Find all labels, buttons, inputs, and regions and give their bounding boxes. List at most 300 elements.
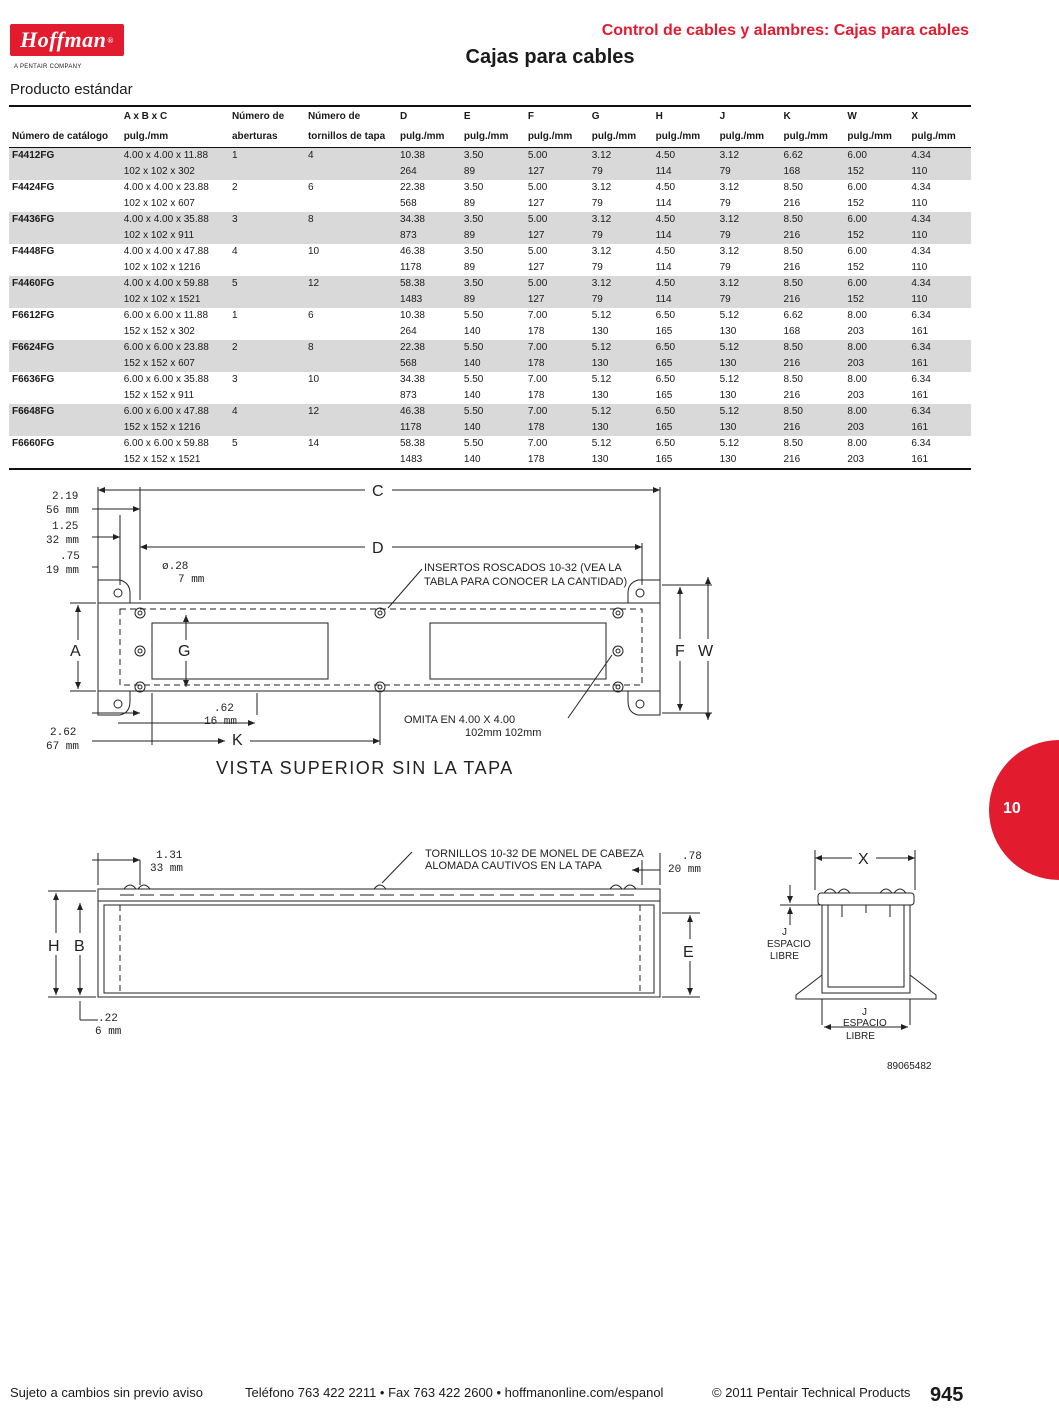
cell-h-line: 165 — [655, 326, 673, 337]
footer-copyright: © 2011 Pentair Technical Products — [712, 1385, 911, 1400]
cell-k — [781, 212, 845, 244]
cell-e-line: 3.50 — [463, 246, 484, 257]
cell-e-line: 5.50 — [463, 310, 484, 321]
cell-f — [525, 372, 589, 404]
product-subtitle: Producto estándar — [10, 81, 133, 98]
cell-h-line: 4.50 — [655, 246, 676, 257]
footer-note: Sujeto a cambios sin previo aviso — [10, 1385, 203, 1400]
cell-e — [461, 340, 525, 372]
cell-x — [908, 372, 971, 404]
technical-drawings — [0, 465, 1059, 1085]
cell-w-line: 203 — [847, 422, 865, 433]
cell-w-line: 6.00 — [847, 278, 867, 289]
cell-h-line: 165 — [655, 390, 673, 401]
col-header-top: G — [591, 111, 600, 122]
cell-d-line: 873 — [399, 390, 417, 401]
cell-k-line: 216 — [783, 198, 801, 209]
dim-g-label: G — [178, 643, 191, 660]
cell-e — [461, 276, 525, 308]
cell-tor: 8 — [305, 340, 397, 372]
cell-k — [781, 180, 845, 212]
cell-g-line: 130 — [591, 358, 609, 369]
cell-abc-line: 4.00 x 4.00 x 11.88 — [123, 150, 209, 161]
cell-abc — [121, 180, 229, 212]
cell-k-line: 6.62 — [783, 310, 803, 321]
table-row — [9, 244, 971, 276]
cell-f-line: 178 — [527, 454, 545, 465]
cell-e-line: 140 — [463, 358, 481, 369]
dim-c-label: C — [372, 483, 384, 500]
chapter-number: 10 — [1003, 800, 1021, 817]
cell-abc-line: 4.00 x 4.00 x 23.88 — [123, 182, 209, 193]
cell-j-line: 130 — [719, 358, 737, 369]
cell-w — [844, 404, 908, 436]
cell-j-line: 3.12 — [719, 182, 740, 193]
cell-h-line: 114 — [655, 262, 672, 273]
cell-e-line: 89 — [463, 230, 476, 241]
cell-x — [908, 244, 971, 276]
cell-abc-line: 102 x 102 x 302 — [123, 166, 195, 177]
cell-j-line: 130 — [719, 326, 737, 337]
cell-h — [653, 276, 717, 308]
cell-d-line: 10.38 — [399, 150, 425, 161]
cell-g-line: 5.12 — [591, 406, 612, 417]
cell-f-line: 5.00 — [527, 278, 548, 289]
col-header-top: H — [655, 111, 663, 122]
cell-tor: 14 — [307, 438, 320, 449]
col-header-top — [9, 106, 121, 127]
cell-k-line: 8.50 — [783, 246, 803, 257]
cell-d — [397, 212, 461, 244]
cell-w — [844, 308, 908, 340]
col-header-top: X — [911, 111, 919, 122]
cell-e-line: 5.50 — [463, 342, 484, 353]
cell-abc-line: 6.00 x 6.00 x 23.88 — [123, 342, 209, 353]
cell-w — [844, 180, 908, 212]
cell-g-line: 3.12 — [591, 182, 612, 193]
col-header-bottom: pulg./mm — [653, 127, 717, 148]
cell-w — [844, 244, 908, 276]
catalog-number: F6648FG — [9, 404, 121, 436]
cell-g-line: 3.12 — [591, 278, 612, 289]
col-header-bottom: pulg./mm — [461, 127, 525, 148]
cell-h-line: 165 — [655, 422, 673, 433]
footer-contact: Teléfono 763 422 2211 • Fax 763 422 2600 • hoffmanonline.com/espanol — [245, 1385, 664, 1400]
cell-d — [397, 372, 461, 404]
libre-label-2: LIBRE — [846, 1031, 875, 1042]
cell-j-line: 130 — [719, 422, 737, 433]
cell-d-line: 873 — [399, 230, 417, 241]
cell-abc-line: 102 x 102 x 1521 — [123, 294, 201, 305]
cell-x-line: 6.34 — [911, 374, 931, 385]
cell-abc — [121, 148, 229, 181]
dim-0-78-mm: 20 mm — [668, 864, 702, 876]
cell-j-line: 3.12 — [719, 150, 740, 161]
cell-e-line: 3.50 — [463, 150, 484, 161]
cell-k-line: 8.50 — [783, 438, 803, 449]
cell-abc-line: 102 x 102 x 607 — [123, 198, 195, 209]
cell-x — [908, 404, 971, 436]
cell-e-line: 3.50 — [463, 278, 484, 289]
cell-f-line: 127 — [527, 294, 545, 305]
dim-1-31: 1.31 — [156, 850, 183, 862]
cell-x-line: 110 — [911, 198, 928, 209]
cell-w-line: 152 — [847, 262, 865, 273]
cell-g — [589, 148, 653, 181]
cell-k — [781, 148, 845, 181]
cell-g-line: 79 — [591, 294, 603, 305]
cell-x-line: 161 — [911, 358, 929, 369]
cell-ab: 2 — [231, 182, 238, 193]
dim-w-label: W — [698, 643, 714, 660]
catalog-number: F6660FG — [12, 438, 55, 449]
cell-g-line: 130 — [591, 454, 609, 465]
col-header-bottom: pulg./mm — [781, 127, 845, 148]
cell-h-line: 4.50 — [655, 214, 676, 225]
cell-tor: 12 — [305, 276, 397, 308]
cell-g-line: 3.12 — [591, 214, 612, 225]
cell-g-line: 130 — [591, 390, 609, 401]
dim-1-25-mm: 32 mm — [46, 535, 80, 547]
dim-0-62: .62 — [214, 703, 234, 715]
cell-k-line: 8.50 — [783, 214, 803, 225]
cell-h-line: 165 — [655, 454, 673, 465]
cell-d-line: 22.38 — [399, 182, 425, 193]
cell-j-line: 3.12 — [719, 214, 740, 225]
cell-f-line: 5.00 — [527, 246, 548, 257]
dim-f-label: F — [675, 643, 685, 660]
cell-x-line: 4.34 — [911, 214, 931, 225]
cell-g-line: 79 — [591, 198, 603, 209]
cell-x — [908, 212, 971, 244]
side-view-labels — [48, 848, 702, 1038]
cell-d — [397, 404, 461, 436]
cell-k-line: 216 — [783, 358, 801, 369]
cell-w — [844, 340, 908, 372]
cell-e-line: 5.50 — [463, 374, 484, 385]
cell-g — [589, 308, 653, 340]
cell-g-line: 130 — [591, 326, 609, 337]
cell-w — [844, 148, 908, 181]
screws-note-line2: ALOMADA CAUTIVOS EN LA TAPA — [425, 860, 602, 872]
cell-k — [781, 276, 845, 308]
cell-h-line: 6.50 — [655, 438, 676, 449]
cell-j — [717, 148, 781, 181]
cell-k-line: 216 — [783, 422, 801, 433]
cell-j-line: 79 — [719, 262, 731, 273]
cell-abc-line: 4.00 x 4.00 x 35.88 — [123, 214, 209, 225]
cell-ab: 2 — [229, 340, 305, 372]
cell-g — [589, 404, 653, 436]
catalog-number: F4436FG — [9, 212, 121, 244]
dim-0-75-mm: 19 mm — [46, 565, 80, 577]
dim-b-label: B — [74, 938, 85, 955]
dim-0-75: .75 — [60, 551, 80, 563]
col-header-bottom: pulg./mm — [908, 127, 971, 148]
cell-g-line: 79 — [591, 262, 603, 273]
cell-g — [589, 276, 653, 308]
col-header-top: Número de — [231, 111, 285, 122]
cell-k-line: 6.62 — [783, 150, 803, 161]
dim-x-label: X — [858, 851, 869, 868]
cell-j-line: 5.12 — [719, 310, 740, 321]
cell-f-line: 5.00 — [527, 150, 548, 161]
dim-2-19-mm: 56 mm — [46, 505, 80, 517]
cell-x — [908, 276, 971, 308]
cell-k — [781, 372, 845, 404]
col-header-bottom: pulg./mm — [589, 127, 653, 148]
cell-j — [717, 212, 781, 244]
cell-abc-line: 4.00 x 4.00 x 47.88 — [123, 246, 209, 257]
cell-k-line: 168 — [783, 326, 801, 337]
dim-hole-dia-mm: 7 mm — [178, 574, 205, 586]
col-header-top: J — [719, 111, 726, 122]
cell-e-line: 89 — [463, 294, 476, 305]
cell-x — [908, 340, 971, 372]
cell-ab: 1 — [231, 310, 238, 321]
cell-abc-line: 102 x 102 x 1216 — [123, 262, 201, 273]
cell-x — [908, 180, 971, 212]
cell-k-line: 8.50 — [783, 278, 803, 289]
cell-h-line: 6.50 — [655, 406, 676, 417]
cell-k — [781, 404, 845, 436]
j-label-1: J — [782, 927, 787, 938]
col-header-bottom: tornillos de tapa — [305, 127, 397, 148]
cell-f — [525, 340, 589, 372]
cell-ab: 3 — [231, 374, 238, 385]
espacio-label-2: ESPACIO — [843, 1018, 887, 1029]
cell-w — [844, 212, 908, 244]
col-header-top: D — [399, 111, 408, 122]
cell-e-line: 5.50 — [463, 406, 484, 417]
table-row — [9, 308, 971, 340]
cell-d-line: 34.38 — [399, 214, 425, 225]
cell-e-line: 140 — [463, 422, 481, 433]
cell-h-line: 4.50 — [655, 182, 676, 193]
cell-f-line: 178 — [527, 358, 545, 369]
side-view — [48, 852, 700, 1020]
cell-abc — [121, 340, 229, 372]
catalog-number: F6612FG — [12, 310, 55, 321]
cell-k — [781, 308, 845, 340]
screws-note-line1: TORNILLOS 10-32 DE MONEL DE CABEZA — [425, 848, 644, 860]
cell-k-line: 8.50 — [783, 406, 803, 417]
col-header-bottom: aberturas — [229, 127, 305, 148]
cell-w-line: 6.00 — [847, 182, 867, 193]
cell-d-line: 1483 — [399, 454, 423, 465]
cell-abc-line: 152 x 152 x 1216 — [123, 422, 201, 433]
dim-2-19: 2.19 — [52, 491, 79, 503]
cell-h-line: 4.50 — [655, 278, 676, 289]
dim-1-25: 1.25 — [52, 521, 79, 533]
cell-e-line: 89 — [463, 166, 476, 177]
cell-k-line: 216 — [783, 262, 801, 273]
cell-x-line: 6.34 — [911, 342, 931, 353]
cell-w-line: 203 — [847, 390, 865, 401]
cell-j — [717, 372, 781, 404]
col-header-top: A x B x C — [123, 111, 168, 122]
cell-d — [397, 148, 461, 181]
cell-d-line: 58.38 — [399, 278, 425, 289]
cell-e — [461, 372, 525, 404]
cell-g — [589, 340, 653, 372]
col-header-top: F — [527, 111, 534, 122]
cell-h — [653, 340, 717, 372]
table-row — [9, 372, 971, 404]
cell-e-line: 89 — [463, 262, 476, 273]
cell-k-line: 216 — [783, 230, 801, 241]
dim-d-label: D — [372, 540, 384, 557]
cell-e — [461, 212, 525, 244]
dim-e-label: E — [683, 944, 694, 961]
col-header-top: E — [463, 111, 471, 122]
cell-k — [781, 244, 845, 276]
cell-e — [461, 180, 525, 212]
cell-w-line: 152 — [847, 166, 865, 177]
cell-f — [525, 276, 589, 308]
cell-tor: 8 — [305, 212, 397, 244]
cell-j-line: 3.12 — [719, 278, 740, 289]
espacio-label-1: ESPACIO — [767, 939, 811, 950]
col-header-bottom: pulg./mm — [397, 127, 461, 148]
cell-abc-line: 6.00 x 6.00 x 59.88 — [123, 438, 209, 449]
cell-h — [653, 308, 717, 340]
cell-ab: 4 — [231, 246, 238, 257]
cell-x — [908, 308, 971, 340]
cell-g-line: 3.12 — [591, 246, 612, 257]
cell-d — [397, 244, 461, 276]
cell-abc-line: 6.00 x 6.00 x 35.88 — [123, 374, 209, 385]
dim-1-31-mm: 33 mm — [150, 863, 184, 875]
cell-g-line: 130 — [591, 422, 609, 433]
cell-k-line: 216 — [783, 390, 801, 401]
cell-d — [397, 308, 461, 340]
catalog-number: F6624FG — [9, 340, 121, 372]
page-title: Cajas para cables — [465, 46, 635, 68]
cell-j — [717, 308, 781, 340]
cell-e-line: 140 — [463, 326, 481, 337]
cell-x-line: 6.34 — [911, 310, 931, 321]
cell-w-line: 152 — [847, 294, 865, 305]
cell-ab: 1 — [229, 148, 305, 181]
cell-j — [717, 276, 781, 308]
cell-abc-line: 6.00 x 6.00 x 47.88 — [123, 406, 209, 417]
cell-h — [653, 372, 717, 404]
cell-abc — [121, 212, 229, 244]
cell-tor: 4 — [305, 148, 397, 181]
cell-j-line: 130 — [719, 454, 737, 465]
cell-g — [589, 212, 653, 244]
table-row — [9, 148, 971, 181]
cell-h-line: 4.50 — [655, 150, 676, 161]
cell-w-line: 6.00 — [847, 214, 867, 225]
spec-table — [9, 105, 971, 470]
header-row-top — [9, 106, 971, 127]
dim-0-78: .78 — [682, 851, 702, 863]
cell-x-line: 161 — [911, 422, 929, 433]
catalog-number: F6636FG — [12, 374, 55, 385]
section-title: Control de cables y alambres: Cajas para cables — [601, 22, 969, 39]
cell-x — [908, 148, 971, 181]
catalog-number: F4412FG — [9, 148, 121, 181]
cell-x-line: 6.34 — [911, 406, 931, 417]
cell-f-line: 178 — [527, 422, 545, 433]
cell-ab: 3 — [229, 212, 305, 244]
dim-2-62: 2.62 — [50, 727, 77, 739]
cell-x-line: 110 — [911, 166, 928, 177]
cell-d-line: 264 — [399, 326, 417, 337]
cell-f — [525, 148, 589, 181]
cell-x-line: 161 — [911, 390, 929, 401]
table-row — [9, 212, 971, 244]
cell-j-line: 5.12 — [719, 374, 740, 385]
dim-hole-dia: ø.28 — [162, 561, 189, 573]
cell-d-line: 58.38 — [399, 438, 425, 449]
cell-g-line: 3.12 — [591, 150, 612, 161]
cell-x-line: 161 — [911, 326, 929, 337]
cell-f-line: 5.00 — [527, 214, 548, 225]
cell-h — [653, 404, 717, 436]
col-header-top: W — [847, 111, 857, 122]
cell-tor: 10 — [307, 374, 320, 385]
cell-f — [525, 212, 589, 244]
cell-w-line: 152 — [847, 230, 865, 241]
cell-x-line: 110 — [911, 294, 928, 305]
cell-w-line: 203 — [847, 358, 865, 369]
catalog-number: F4460FG — [9, 276, 121, 308]
cell-f-line: 127 — [527, 262, 545, 273]
cell-j — [717, 244, 781, 276]
cell-k-line: 8.50 — [783, 182, 803, 193]
cell-e-line: 3.50 — [463, 214, 484, 225]
cell-h-line: 114 — [655, 230, 672, 241]
cell-f-line: 7.00 — [527, 374, 548, 385]
inserts-note-line2: TABLA PARA CONOCER LA CANTIDAD) — [424, 576, 628, 588]
omit-note-line1: OMITA EN 4.00 X 4.00 — [404, 714, 516, 726]
cell-w — [844, 276, 908, 308]
cell-w-line: 203 — [847, 326, 865, 337]
cell-x-line: 161 — [911, 454, 929, 465]
cell-x-line: 4.34 — [911, 278, 931, 289]
cell-x-line: 110 — [911, 230, 928, 241]
omit-note-line2: 102mm 102mm — [465, 727, 542, 739]
cell-g-line: 79 — [591, 230, 603, 241]
cell-e-line: 140 — [463, 454, 481, 465]
cell-j-line: 79 — [719, 198, 731, 209]
spec-table-body — [9, 148, 971, 470]
cell-abc — [121, 244, 229, 276]
cell-f-line: 178 — [527, 326, 545, 337]
cell-abc-line: 6.00 x 6.00 x 11.88 — [123, 310, 209, 321]
cell-k-line: 168 — [783, 166, 801, 177]
cell-j — [717, 340, 781, 372]
hoffman-logo: Hoffman ® — [10, 24, 124, 56]
cell-f — [525, 404, 589, 436]
cell-k — [781, 340, 845, 372]
cell-abc-line: 4.00 x 4.00 x 59.88 — [123, 278, 209, 289]
cell-tor: 10 — [307, 246, 320, 257]
cell-d-line: 1178 — [399, 262, 422, 273]
cell-x-line: 4.34 — [911, 150, 931, 161]
cell-f — [525, 308, 589, 340]
dim-0-22-mm: 6 mm — [95, 1026, 122, 1038]
dim-h-label: H — [48, 938, 60, 955]
page-number: 945 — [930, 1384, 964, 1406]
cell-w-line: 203 — [847, 454, 865, 465]
cell-j-line: 5.12 — [719, 406, 740, 417]
cell-w-line: 6.00 — [847, 246, 867, 257]
cell-h-line: 165 — [655, 358, 673, 369]
